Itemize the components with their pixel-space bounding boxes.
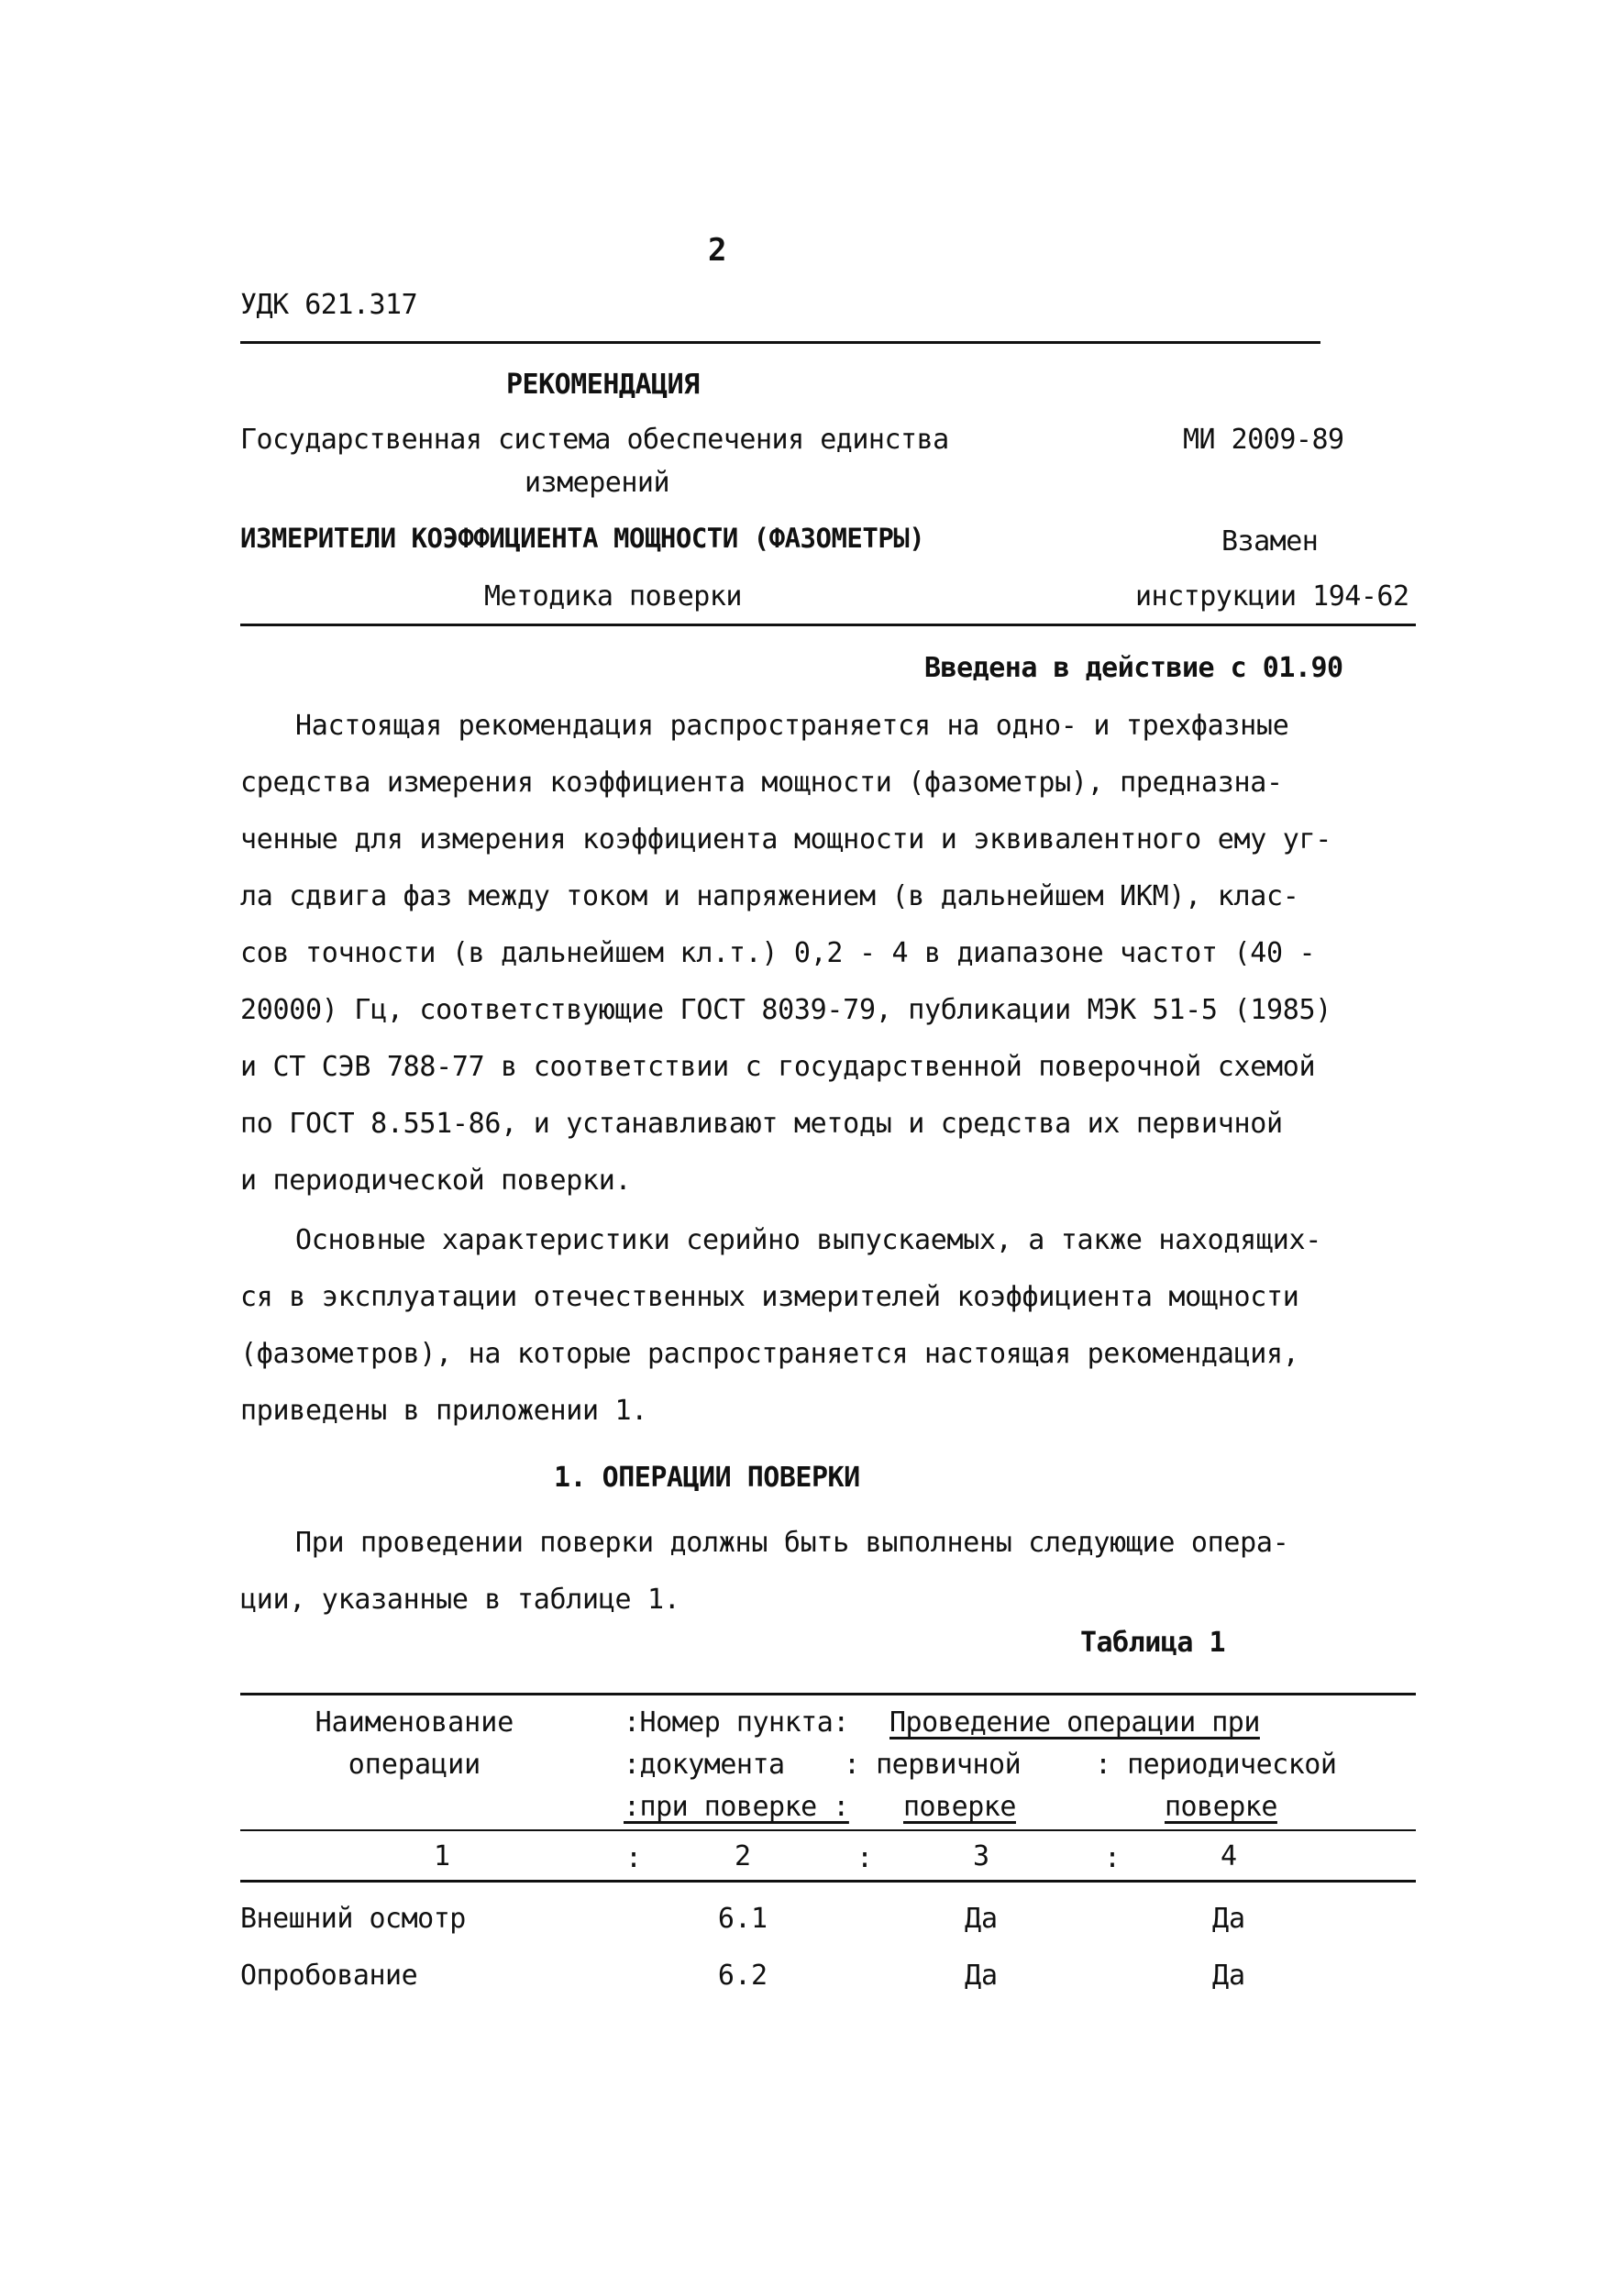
row-periodic: Да (1211, 1960, 1246, 1992)
col1-header-line: Наименование (315, 1706, 514, 1739)
section-title: 1. ОПЕРАЦИИ ПОВЕРКИ (554, 1462, 860, 1494)
method-title: Методика поверки (484, 580, 742, 613)
numbers-rule (240, 1880, 1416, 1883)
page-number: 2 (708, 232, 726, 269)
row-clause: 6.2 (717, 1960, 768, 1992)
col-separator: : (625, 1842, 642, 1874)
col3-header-line: : первичной (844, 1749, 1022, 1781)
col3-header-line: поверке (903, 1791, 1016, 1823)
series-title-line2: измерений (525, 467, 670, 499)
col-number: 1 (433, 1840, 451, 1872)
col-number: 2 (734, 1840, 752, 1872)
col-separator: : (1104, 1842, 1121, 1874)
scope-line: ченные для измерения коэффициента мощности и эквивалентного ему уг- (240, 823, 1332, 856)
row-operation-name: Опробование (240, 1960, 418, 1992)
scope-line: средства измерения коэффициента мощности (фазометры), предназна- (240, 767, 1283, 799)
col4-header-line: : периодической (1095, 1749, 1337, 1781)
col1-header-line: операции (348, 1749, 481, 1781)
document-code: МИ 2009-89 (1183, 424, 1344, 456)
replaces-line2: инструкции 194-62 (1135, 580, 1409, 613)
header-top-rule (240, 341, 1320, 344)
characteristics-line: приведены в приложении 1. (240, 1395, 648, 1427)
characteristics-line: Основные характеристики серийно выпускаемых, а также находящих- (295, 1224, 1321, 1256)
row-clause: 6.1 (717, 1903, 768, 1935)
scope-line: и периодической поверки. (240, 1165, 632, 1197)
scope-line: Настоящая рекомендация распространяется на одно- и трехфазные (295, 710, 1289, 742)
row-operation-name: Внешний осмотр (240, 1903, 466, 1935)
effective-date: Введена в действие с 01.90 (924, 652, 1343, 684)
scope-line: сов точности (в дальнейшем кл.т.) 0,2 - 4 в диапазоне частот (40 - (240, 937, 1316, 969)
header-rule (240, 1829, 1416, 1831)
col-number: 4 (1220, 1840, 1238, 1872)
scope-line: ла сдвига фаз между током и напряжением (в дальнейшем ИКМ), клас- (240, 880, 1299, 912)
table-label: Таблица 1 (1080, 1627, 1226, 1659)
col-separator: : (856, 1842, 873, 1874)
row-primary: Да (964, 1960, 999, 1992)
col-number: 3 (972, 1840, 990, 1872)
group-header: Проведение операции при (889, 1706, 1260, 1739)
scope-line: и СТ СЭВ 788-77 в соответствии с государственной поверочной схемой (240, 1051, 1316, 1083)
replaces-line1: Взамен (1221, 525, 1319, 558)
series-title-line1: Государственная система обеспечения единства (240, 424, 949, 456)
row-primary: Да (964, 1903, 999, 1935)
scope-line: по ГОСТ 8.551-86, и устанавливают методы и средства их первичной (240, 1108, 1283, 1140)
operations-line: ции, указанные в таблице 1. (240, 1584, 680, 1616)
characteristics-line: ся в эксплуатации отечественных измерителей коэффициента мощности (240, 1281, 1299, 1313)
recommendation-title: РЕКОМЕНДАЦИЯ (506, 369, 700, 401)
characteristics-line: (фазометров), на которые распространяется настоящая рекомендация, (240, 1338, 1299, 1370)
operations-line: При проведении поверки должны быть выполнены следующие опера- (295, 1527, 1289, 1559)
col2-header-line: :документа (624, 1749, 785, 1781)
row-periodic: Да (1211, 1903, 1246, 1935)
scope-line: 20000) Гц, соответствующие ГОСТ 8039-79, публикации МЭК 51-5 (1985) (240, 994, 1332, 1026)
col2-header-line: :Номер пункта: (624, 1706, 849, 1739)
table-top-rule (240, 1693, 1416, 1695)
col4-header-line: поверке (1165, 1791, 1277, 1823)
col2-header-line: :при поверке : (624, 1791, 849, 1823)
subject-title: ИЗМЕРИТЕЛИ КОЭФФИЦИЕНТА МОЩНОСТИ (ФАЗОМЕТРЫ) (240, 523, 925, 554)
udk-code: УДК 621.317 (240, 289, 418, 321)
header-bottom-rule (240, 624, 1416, 626)
